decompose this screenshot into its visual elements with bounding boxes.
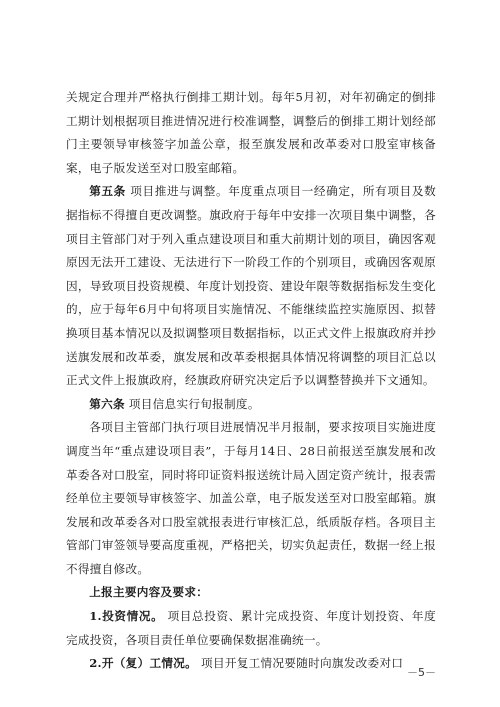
document-body <box>66 86 436 676</box>
section-heading: 上报主要内容及要求： <box>89 585 209 600</box>
page-number: －5－ <box>407 666 436 679</box>
paragraph-continued: 关规定合理并严格执行倒排工期计划。每年5月初，对年初确定的倒排工期计划根据项目推进情况进行校准调整，调整后的倒排工期计划经部门主要领导审核签字加盖公章，报至旗发展和改革委对口股室审核备案，电子版发送至对口股室邮箱。 <box>66 90 436 175</box>
article-6-label: 第六条 <box>89 396 125 411</box>
paragraph-reporting: 各项目主管部门执行项目进展情况半月报制，要求按项目实施进度调度当年“重点建设项目表”，于每月14日、28日前报送至旗发展和改革委各对口股室，同时将印证资料报送统计局入固定资产统计，报表需经单位主要领导审核签字、加盖公章，电子版发送至对口股室邮箱。旗发展和改革委各对口股室就报表进行审核汇总，纸质版存档。各项目主管部门审签领导要高度重视，严格把关，切实负起责任，数据一经上报不得擅自修改。 <box>66 420 436 576</box>
paragraph-construction <box>66 652 436 676</box>
investment-lead: 1.投资情况。 <box>89 609 164 624</box>
article-5-text: 项目推进与调整。年度重点项目一经确定，所有项目及数据指标不得擅自更改调整。旗政府于每年中安排一次项目集中调整，各项目主管部门对于列入重点建设项目和重大前期计划的项目，确因客观原因无法开工建设、无法进行下一阶段工作的个别项目，或确因客观原因，导致项目投资规模、年度计划投资、建设年限等数据指标发生变化的，应于每年6月中旬将项目实施情况、不能继续监控实施原因、拟替换项目基本情况以及拟调整项目数据指标，以正式文件上报旗政府并抄送旗发展和改革委，旗发展和改革委根据具体情况将调整的项目汇总以正式文件上报旗政府，经旗政府研究决定后予以调整替换并下文通知。 <box>66 184 436 388</box>
paragraph-article-6 <box>66 393 436 417</box>
investment-text: 项目总投资、累计完成投资、年度计划投资、年度完成投资，各项目责任单位要确保数据准确统一。 <box>66 609 436 647</box>
paragraph-article-5 <box>66 180 436 392</box>
construction-lead: 2.开（复）工情况。 <box>89 656 198 671</box>
construction-text: 项目开复工情况要随时向旗发改委对口 <box>201 656 404 671</box>
article-5-label: 第五条 <box>89 184 126 199</box>
article-6-text: 项目信息实行旬报制度。 <box>128 396 260 411</box>
paragraph-investment <box>66 605 436 652</box>
